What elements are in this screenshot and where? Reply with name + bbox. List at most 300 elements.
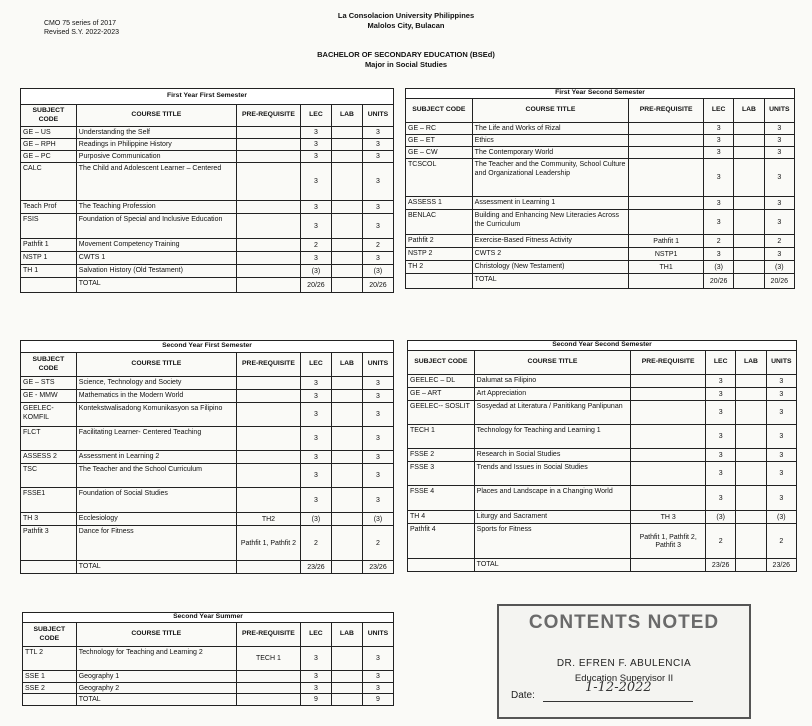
course-title: CWTS 1 (76, 252, 236, 265)
total-units: 3 (362, 151, 393, 163)
course-row (23, 671, 394, 683)
university-name: La Consolacion University Philippines (337, 11, 475, 20)
column-header-title: COURSE TITLE (474, 351, 631, 375)
lab-units (331, 647, 362, 671)
contents-noted-stamp (497, 604, 751, 719)
lab-units (736, 449, 766, 462)
stamp-signatory-name: DR. EFREN F. ABULENCIA (556, 658, 692, 669)
prerequisite (629, 147, 704, 159)
course-title: Movement Competency Training (76, 239, 236, 252)
total-units: 3 (362, 647, 393, 671)
lab-units (331, 214, 362, 239)
column-header-code: SUBJECT CODE (21, 353, 77, 377)
subject-code: Pathfit 3 (21, 526, 77, 561)
program-major: Major in Social Studies (364, 60, 448, 69)
column-header-code: SUBJECT CODE (406, 99, 473, 123)
subject-code: ASSESS 2 (21, 451, 77, 464)
total-units: 3 (362, 127, 393, 139)
lab-units (331, 488, 362, 513)
subject-code: BENLAC (406, 210, 473, 235)
lec-units: 3 (300, 214, 331, 239)
lec-units: 3 (300, 127, 331, 139)
prerequisite (236, 139, 300, 151)
prerequisite (236, 201, 300, 214)
course-title: Geography 2 (76, 682, 236, 694)
course-title: Foundation of Social Studies (76, 488, 236, 513)
total-empty-cell (236, 694, 300, 706)
total-empty-cell (21, 561, 77, 574)
lec-units: (3) (300, 265, 331, 278)
course-row (406, 123, 795, 135)
column-header-title: COURSE TITLE (472, 99, 629, 123)
table-second-year-summer (22, 612, 394, 706)
lec-units: 3 (706, 388, 736, 401)
lab-units (736, 462, 766, 486)
prerequisite (631, 486, 706, 511)
lab-units (331, 451, 362, 464)
subject-code: TH 3 (21, 513, 77, 526)
course-row (406, 135, 795, 147)
course-title: The Teaching Profession (76, 201, 236, 214)
column-header-prereq: PRE-REQUISITE (631, 351, 706, 375)
course-row (408, 401, 797, 425)
course-row (406, 235, 795, 248)
prerequisite (236, 127, 300, 139)
lab-units (736, 425, 766, 449)
column-header-code: SUBJECT CODE (23, 623, 77, 647)
subject-code: Pathfit 1 (21, 239, 77, 252)
course-title: Sosyedad at Literatura / Panitikang Panlipunan (474, 401, 631, 425)
course-row (21, 427, 394, 451)
lec-units: 2 (704, 235, 734, 248)
subject-code: NSTP 2 (406, 248, 473, 261)
column-header-lab: LAB (331, 105, 362, 127)
course-row (21, 214, 394, 239)
course-row (408, 425, 797, 449)
prerequisite (236, 451, 300, 464)
subject-code: TECH 1 (408, 425, 475, 449)
column-header-title: COURSE TITLE (76, 623, 236, 647)
course-row (23, 682, 394, 694)
total-units: 3 (766, 401, 796, 425)
program-title: BACHELOR OF SECONDARY EDUCATION (BSEd) (317, 50, 495, 59)
course-title: Technology for Teaching and Learning 1 (474, 425, 631, 449)
total-units: 23/26 (362, 561, 393, 574)
course-row (21, 127, 394, 139)
course-title: Building and Enhancing New Literacies Across the Curriculum (472, 210, 629, 235)
prerequisite (236, 265, 300, 278)
total-empty-cell (21, 278, 77, 293)
course-row (408, 511, 797, 524)
total-units: 3 (764, 159, 794, 197)
total-units: (3) (766, 511, 796, 524)
column-header-code: SUBJECT CODE (408, 351, 475, 375)
subject-code: NSTP 1 (21, 252, 77, 265)
course-title: Places and Landscape in a Changing World (474, 486, 631, 511)
course-title: Kontekstwalisadong Komunikasyon sa Filipino (76, 403, 236, 427)
total-units: 3 (362, 390, 393, 403)
cmo-line: CMO 75 series of 2017 (44, 20, 116, 27)
total-lec: 9 (300, 694, 331, 706)
total-label: TOTAL (474, 559, 631, 572)
stamp-title: CONTENTS NOTED (528, 612, 720, 633)
lec-units: 3 (706, 375, 736, 388)
lab-units (331, 403, 362, 427)
column-header-row (406, 99, 795, 123)
subject-code: TH 4 (408, 511, 475, 524)
stamp-signatory-position: Education Supervisor II (574, 673, 674, 684)
course-title: Assessment in Learning 2 (76, 451, 236, 464)
prerequisite (631, 388, 706, 401)
course-row (406, 210, 795, 235)
lab-units (734, 147, 764, 159)
course-row (406, 159, 795, 197)
subject-code: FSSE 3 (408, 462, 475, 486)
table-second-year-first-semester (20, 340, 394, 574)
lec-units: 3 (300, 488, 331, 513)
total-units: 3 (766, 375, 796, 388)
course-title: Geography 1 (76, 671, 236, 683)
column-header-units: UNITS (362, 623, 393, 647)
total-label: TOTAL (76, 694, 236, 706)
lab-units (734, 135, 764, 147)
total-empty-cell (331, 561, 362, 574)
subject-code: TH 2 (406, 261, 473, 274)
lec-units: 3 (704, 248, 734, 261)
course-title: The Teacher and the School Curriculum (76, 464, 236, 488)
lab-units (331, 427, 362, 451)
semester-title: Second Year Summer (23, 613, 394, 623)
column-header-lec: LEC (704, 99, 734, 123)
total-units: 3 (362, 214, 393, 239)
prerequisite (236, 403, 300, 427)
subject-code: SSE 1 (23, 671, 77, 683)
course-row (21, 239, 394, 252)
lab-units (331, 252, 362, 265)
course-row (21, 151, 394, 163)
lec-units: 3 (300, 682, 331, 694)
subject-code: TCSCOL (406, 159, 473, 197)
course-title: Art Appreciation (474, 388, 631, 401)
course-title: The Child and Adolescent Learner – Centered (76, 163, 236, 201)
total-units: 3 (362, 464, 393, 488)
course-title: The Teacher and the Community, School Culture and Organizational Leadership (472, 159, 629, 197)
prerequisite (631, 462, 706, 486)
semester-title: First Year First Semester (21, 89, 394, 105)
lab-units (734, 261, 764, 274)
course-title: CWTS 2 (472, 248, 629, 261)
course-row (21, 163, 394, 201)
subject-code: GE - MMW (21, 390, 77, 403)
column-header-lec: LEC (300, 105, 331, 127)
total-units: 3 (766, 425, 796, 449)
course-row (21, 377, 394, 390)
subject-code: GEELEC-- SOSLIT (408, 401, 475, 425)
column-header-prereq: PRE-REQUISITE (236, 105, 300, 127)
lab-units (331, 201, 362, 214)
course-title: Christology (New Testament) (472, 261, 629, 274)
subject-code: GE – STS (21, 377, 77, 390)
column-header-title: COURSE TITLE (76, 105, 236, 127)
course-row (406, 261, 795, 274)
total-empty-cell (236, 561, 300, 574)
column-header-prereq: PRE-REQUISITE (236, 353, 300, 377)
lec-units: 3 (300, 163, 331, 201)
total-empty-cell (23, 694, 77, 706)
lab-units (331, 377, 362, 390)
table-first-year-second-semester (405, 88, 795, 289)
column-header-units: UNITS (362, 105, 393, 127)
lab-units (331, 526, 362, 561)
total-empty-cell (631, 559, 706, 572)
revised-line: Revised S.Y. 2022-2023 (44, 29, 119, 36)
subject-code: GE – ET (406, 135, 473, 147)
total-units: 3 (362, 671, 393, 683)
prerequisite: Pathfit 1 (629, 235, 704, 248)
course-row (408, 375, 797, 388)
total-units: 3 (362, 201, 393, 214)
table-second-year-second-semester (407, 340, 797, 572)
stamp-handwritten-date: 1-12-2022 (585, 680, 652, 695)
lab-units (331, 265, 362, 278)
total-units: (3) (764, 261, 794, 274)
total-units: 3 (766, 462, 796, 486)
lab-units (734, 210, 764, 235)
course-title: Readings in Philippine History (76, 139, 236, 151)
column-header-prereq: PRE-REQUISITE (629, 99, 704, 123)
column-header-row (21, 105, 394, 127)
lab-units (331, 671, 362, 683)
prerequisite (631, 401, 706, 425)
course-title: The Life and Works of Rizal (472, 123, 629, 135)
lab-units (331, 139, 362, 151)
lab-units (734, 248, 764, 261)
course-title: Sports for Fitness (474, 524, 631, 559)
course-title: Liturgy and Sacrament (474, 511, 631, 524)
course-title: Dalumat sa Filipino (474, 375, 631, 388)
total-units: 20/26 (362, 278, 393, 293)
total-units: 3 (764, 123, 794, 135)
total-label: TOTAL (472, 274, 629, 289)
course-title: Purposive Communication (76, 151, 236, 163)
prerequisite (236, 151, 300, 163)
total-label: TOTAL (76, 278, 236, 293)
subject-code: TSC (21, 464, 77, 488)
column-header-lab: LAB (734, 99, 764, 123)
course-row (21, 252, 394, 265)
column-header-prereq: PRE-REQUISITE (236, 623, 300, 647)
subject-code: Pathfit 4 (408, 524, 475, 559)
subject-code: FLCT (21, 427, 77, 451)
prerequisite: TECH 1 (236, 647, 300, 671)
course-row (21, 488, 394, 513)
total-units: 3 (362, 252, 393, 265)
lec-units: 3 (704, 147, 734, 159)
subject-code: FSSE 2 (408, 449, 475, 462)
stamp-date-line (543, 701, 693, 702)
subject-code: Pathfit 2 (406, 235, 473, 248)
total-row (408, 559, 797, 572)
total-label: TOTAL (76, 561, 236, 574)
total-row (406, 274, 795, 289)
lec-units: 3 (706, 486, 736, 511)
semester-title: First Year Second Semester (406, 89, 795, 99)
prerequisite (631, 375, 706, 388)
subject-code: TH 1 (21, 265, 77, 278)
total-units: 3 (766, 388, 796, 401)
prerequisite (629, 159, 704, 197)
subject-code: FSSE 4 (408, 486, 475, 511)
total-units: 3 (764, 147, 794, 159)
column-header-units: UNITS (764, 99, 794, 123)
column-header-lab: LAB (736, 351, 766, 375)
prerequisite: Pathfit 1, Pathfit 2, Pathfit 3 (631, 524, 706, 559)
prerequisite (631, 425, 706, 449)
stamp-date-label: Date: (511, 690, 535, 701)
course-title: The Contemporary World (472, 147, 629, 159)
course-title: Research in Social Studies (474, 449, 631, 462)
total-units: 2 (764, 235, 794, 248)
prerequisite (629, 123, 704, 135)
total-lec: 23/26 (706, 559, 736, 572)
column-header-row (21, 353, 394, 377)
lec-units: 3 (300, 647, 331, 671)
course-title: Trends and Issues in Social Studies (474, 462, 631, 486)
total-empty-cell (629, 274, 704, 289)
subject-code: GEELEC-KOMFIL (21, 403, 77, 427)
lec-units: 3 (706, 449, 736, 462)
total-row (23, 694, 394, 706)
lab-units (736, 388, 766, 401)
course-row (21, 390, 394, 403)
course-title: Ethics (472, 135, 629, 147)
lec-units: 3 (704, 123, 734, 135)
table-first-year-first-semester (20, 88, 394, 293)
lab-units (331, 127, 362, 139)
total-row (21, 561, 394, 574)
lec-units: 3 (300, 139, 331, 151)
total-empty-cell (331, 694, 362, 706)
lec-units: 3 (300, 151, 331, 163)
course-row (21, 451, 394, 464)
total-empty-cell (236, 278, 300, 293)
course-title: Foundation of Special and Inclusive Education (76, 214, 236, 239)
total-units: 2 (362, 526, 393, 561)
column-header-lec: LEC (300, 623, 331, 647)
course-row (21, 139, 394, 151)
prerequisite: TH 3 (631, 511, 706, 524)
subject-code: GE – CW (406, 147, 473, 159)
course-title: Mathematics in the Modern World (76, 390, 236, 403)
lec-units: 3 (300, 427, 331, 451)
lab-units (331, 513, 362, 526)
course-row (21, 201, 394, 214)
total-units: (3) (362, 265, 393, 278)
course-row (21, 265, 394, 278)
column-header-lec: LEC (706, 351, 736, 375)
total-empty-cell (734, 274, 764, 289)
total-units: (3) (362, 513, 393, 526)
total-lec: 23/26 (300, 561, 331, 574)
lec-units: 3 (704, 135, 734, 147)
prerequisite (236, 671, 300, 683)
total-units: 23/26 (766, 559, 796, 572)
column-header-lec: LEC (300, 353, 331, 377)
lec-units: 3 (706, 462, 736, 486)
column-header-lab: LAB (331, 623, 362, 647)
prerequisite (629, 135, 704, 147)
course-title: Science, Technology and Society (76, 377, 236, 390)
column-header-row (23, 623, 394, 647)
prerequisite (236, 163, 300, 201)
subject-code: GE – RPH (21, 139, 77, 151)
course-row (23, 647, 394, 671)
subject-code: GE – RC (406, 123, 473, 135)
lab-units (734, 197, 764, 210)
course-row (21, 526, 394, 561)
total-units: 3 (766, 486, 796, 511)
prerequisite (629, 210, 704, 235)
total-units: 3 (362, 682, 393, 694)
prerequisite (236, 682, 300, 694)
total-lec: 20/26 (704, 274, 734, 289)
prerequisite: TH2 (236, 513, 300, 526)
lab-units (331, 390, 362, 403)
course-title: Facilitating Learner- Centered Teaching (76, 427, 236, 451)
lec-units: 3 (300, 377, 331, 390)
course-title: Salvation History (Old Testament) (76, 265, 236, 278)
column-header-row (408, 351, 797, 375)
lab-units (331, 163, 362, 201)
column-header-units: UNITS (766, 351, 796, 375)
prerequisite: Pathfit 1, Pathfit 2 (236, 526, 300, 561)
lab-units (736, 524, 766, 559)
lec-units: 3 (300, 201, 331, 214)
prerequisite (629, 197, 704, 210)
course-row (408, 524, 797, 559)
course-row (408, 388, 797, 401)
lec-units: 3 (300, 451, 331, 464)
column-header-title: COURSE TITLE (76, 353, 236, 377)
total-lec: 20/26 (300, 278, 331, 293)
total-empty-cell (331, 278, 362, 293)
total-units: 3 (362, 403, 393, 427)
lab-units (331, 682, 362, 694)
course-title: Assessment in Learning 1 (472, 197, 629, 210)
subject-code: TTL 2 (23, 647, 77, 671)
lec-units: 2 (300, 526, 331, 561)
lab-units (734, 235, 764, 248)
subject-code: GEELEC – DL (408, 375, 475, 388)
course-title: Exercise-Based Fitness Activity (472, 235, 629, 248)
total-units: 2 (766, 524, 796, 559)
course-title: Ecclesiology (76, 513, 236, 526)
prerequisite (631, 449, 706, 462)
course-title: Technology for Teaching and Learning 2 (76, 647, 236, 671)
university-city: Malolos City, Bulacan (367, 21, 445, 30)
subject-code: FSIS (21, 214, 77, 239)
prerequisite (236, 427, 300, 451)
lec-units: 2 (300, 239, 331, 252)
total-units: 9 (362, 694, 393, 706)
course-row (21, 403, 394, 427)
lec-units: (3) (300, 513, 331, 526)
total-units: 3 (764, 210, 794, 235)
column-header-code: SUBJECT CODE (21, 105, 77, 127)
course-title: Dance for Fitness (76, 526, 236, 561)
course-row (21, 513, 394, 526)
lec-units: 3 (704, 159, 734, 197)
